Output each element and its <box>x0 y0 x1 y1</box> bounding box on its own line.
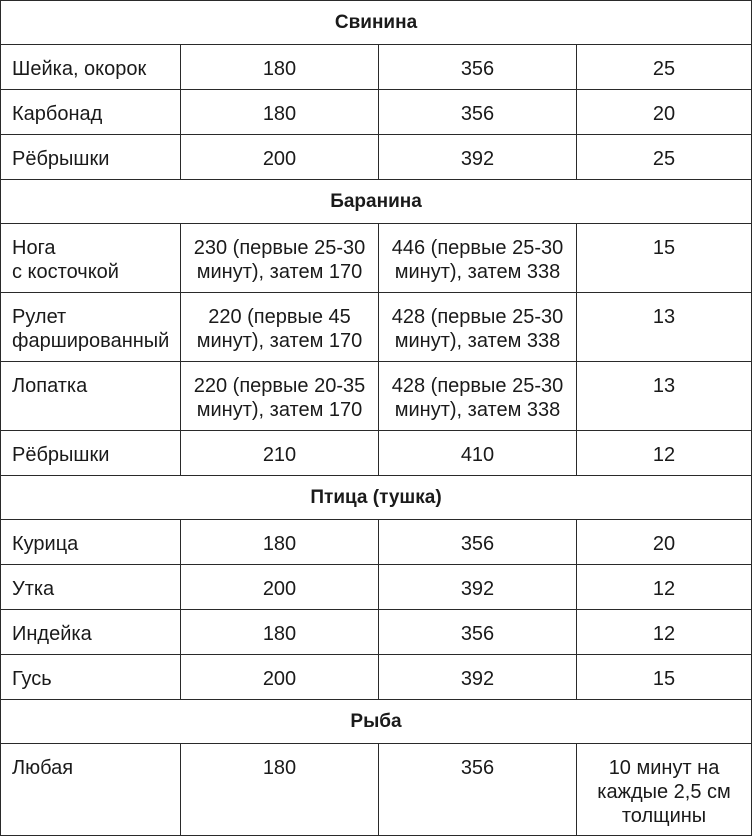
cell-text-line: Утка <box>12 578 55 600</box>
cell-text-line: 356 <box>460 623 495 645</box>
section-title: Рыба <box>1 700 752 744</box>
cell-text-line: 13 <box>652 375 676 397</box>
table-row <box>1 45 752 90</box>
table-row <box>1 293 752 362</box>
cell-value-col2 <box>181 135 379 180</box>
cell-value-col4 <box>577 565 752 610</box>
cell-name <box>1 565 181 610</box>
cell-value-col2 <box>181 431 379 476</box>
cell-value-col4 <box>577 610 752 655</box>
cell-value-col2 <box>181 362 379 431</box>
cell-text-line: 12 <box>652 444 676 466</box>
cell-text-line: 13 <box>652 306 676 328</box>
cell-text-line: минут), затем 170 <box>196 399 363 421</box>
cell-value-col3 <box>379 362 577 431</box>
cell-name <box>1 224 181 293</box>
cell-text-line: 15 <box>652 668 676 690</box>
cell-name <box>1 135 181 180</box>
cell-value-col4 <box>577 431 752 476</box>
table-body <box>1 1 752 836</box>
cell-value-col3 <box>379 655 577 700</box>
table-row <box>1 135 752 180</box>
cell-value-col3 <box>379 135 577 180</box>
cell-value-col4 <box>577 45 752 90</box>
cell-text-line: минут), затем 338 <box>394 330 561 352</box>
cell-name <box>1 293 181 362</box>
cell-text-line: 392 <box>460 578 495 600</box>
cell-value-col3 <box>379 45 577 90</box>
cell-text-line: 356 <box>460 103 495 125</box>
cell-text-line: 15 <box>652 237 676 259</box>
cell-name <box>1 744 181 836</box>
cell-value-col3 <box>379 744 577 836</box>
section-title: Баранина <box>1 180 752 224</box>
cell-value-col3 <box>379 293 577 362</box>
cell-text-line: 392 <box>460 668 495 690</box>
cell-value-col2 <box>181 610 379 655</box>
cell-value-col2 <box>181 655 379 700</box>
cell-text-line: 210 <box>262 444 297 466</box>
cell-text-line: 410 <box>460 444 495 466</box>
cell-text-line: минут), затем 338 <box>394 399 561 421</box>
section-header-row-lamb <box>1 180 752 224</box>
cell-text-line: 220 (первые 45 <box>208 306 351 328</box>
cell-text-line: 12 <box>652 623 676 645</box>
cell-text-line: 356 <box>460 757 495 779</box>
section-header-row-poultry <box>1 476 752 520</box>
cell-text-line: 220 (первые 20-35 <box>193 375 366 397</box>
cell-text-line: минут), затем 170 <box>196 261 363 283</box>
cell-text-line: 200 <box>262 668 297 690</box>
table-row <box>1 520 752 565</box>
cell-value-col2 <box>181 744 379 836</box>
cell-text-line: 200 <box>262 578 297 600</box>
cell-name <box>1 431 181 476</box>
cell-text-line: Гусь <box>12 668 52 690</box>
cell-text-line: фаршированный <box>12 330 170 352</box>
cell-name <box>1 90 181 135</box>
cell-text-line: 356 <box>460 58 495 80</box>
cell-text-line: 25 <box>652 58 676 80</box>
section-title: Свинина <box>1 1 752 45</box>
cell-text-line: 20 <box>652 533 676 555</box>
cell-text-line: Рулет <box>12 306 67 328</box>
cell-text-line: минут), затем 170 <box>196 330 363 352</box>
cell-value-col4 <box>577 135 752 180</box>
cell-text-line: 180 <box>262 58 297 80</box>
cell-value-col4 <box>577 224 752 293</box>
table-row <box>1 90 752 135</box>
table-row <box>1 224 752 293</box>
cell-text-line: 180 <box>262 103 297 125</box>
cell-value-col3 <box>379 565 577 610</box>
table-row <box>1 362 752 431</box>
cell-value-col4 <box>577 744 752 836</box>
cell-value-col3 <box>379 224 577 293</box>
cell-text-line: каждые 2,5 см <box>597 781 731 803</box>
cell-name <box>1 520 181 565</box>
cell-value-col4 <box>577 90 752 135</box>
section-header-row-fish <box>1 700 752 744</box>
cell-text-line: 356 <box>460 533 495 555</box>
cell-value-col2 <box>181 224 379 293</box>
table-row <box>1 744 752 836</box>
cell-value-col3 <box>379 90 577 135</box>
cell-name <box>1 45 181 90</box>
cell-value-col2 <box>181 45 379 90</box>
cell-text-line: 180 <box>262 757 297 779</box>
cell-value-col3 <box>379 520 577 565</box>
cell-text-line: 25 <box>652 148 676 170</box>
table-row <box>1 655 752 700</box>
cell-text-line: Шейка, окорок <box>12 58 147 80</box>
cell-value-col4 <box>577 362 752 431</box>
cell-text-line: Рёбрышки <box>12 148 110 170</box>
cell-text-line: Курица <box>12 533 79 555</box>
cell-text-line: Нога <box>12 237 56 259</box>
cell-value-col3 <box>379 431 577 476</box>
cell-text-line: 392 <box>460 148 495 170</box>
cell-text-line: 230 (первые 25-30 <box>193 237 366 259</box>
cell-text-line: 180 <box>262 623 297 645</box>
cell-text-line: Лопатка <box>12 375 88 397</box>
cell-text-line: 180 <box>262 533 297 555</box>
table-row <box>1 431 752 476</box>
cell-text-line: Рёбрышки <box>12 444 110 466</box>
cell-text-line: Индейка <box>12 623 92 645</box>
table-row <box>1 565 752 610</box>
cell-text-line: Карбонад <box>12 103 103 125</box>
cell-value-col2 <box>181 90 379 135</box>
cell-value-col3 <box>379 610 577 655</box>
table-row <box>1 610 752 655</box>
cell-text-line: 428 (первые 25-30 <box>391 375 564 397</box>
section-title: Птица (тушка) <box>1 476 752 520</box>
cell-text-line: 428 (первые 25-30 <box>391 306 564 328</box>
cell-value-col4 <box>577 293 752 362</box>
cell-text-line: Любая <box>12 757 74 779</box>
cell-value-col4 <box>577 655 752 700</box>
section-header-row-pork <box>1 1 752 45</box>
cell-name <box>1 655 181 700</box>
cell-text-line: толщины <box>621 805 707 827</box>
cell-name <box>1 362 181 431</box>
cell-value-col2 <box>181 293 379 362</box>
cell-text-line: 10 минут на <box>608 757 720 779</box>
cell-name <box>1 610 181 655</box>
cell-text-line: 446 (первые 25-30 <box>391 237 564 259</box>
cell-text-line: минут), затем 338 <box>394 261 561 283</box>
cell-text-line: 12 <box>652 578 676 600</box>
cell-value-col4 <box>577 520 752 565</box>
cell-text-line: 200 <box>262 148 297 170</box>
cell-value-col2 <box>181 565 379 610</box>
cell-text-line: 20 <box>652 103 676 125</box>
cell-value-col2 <box>181 520 379 565</box>
cell-text-line: с косточкой <box>12 261 119 283</box>
